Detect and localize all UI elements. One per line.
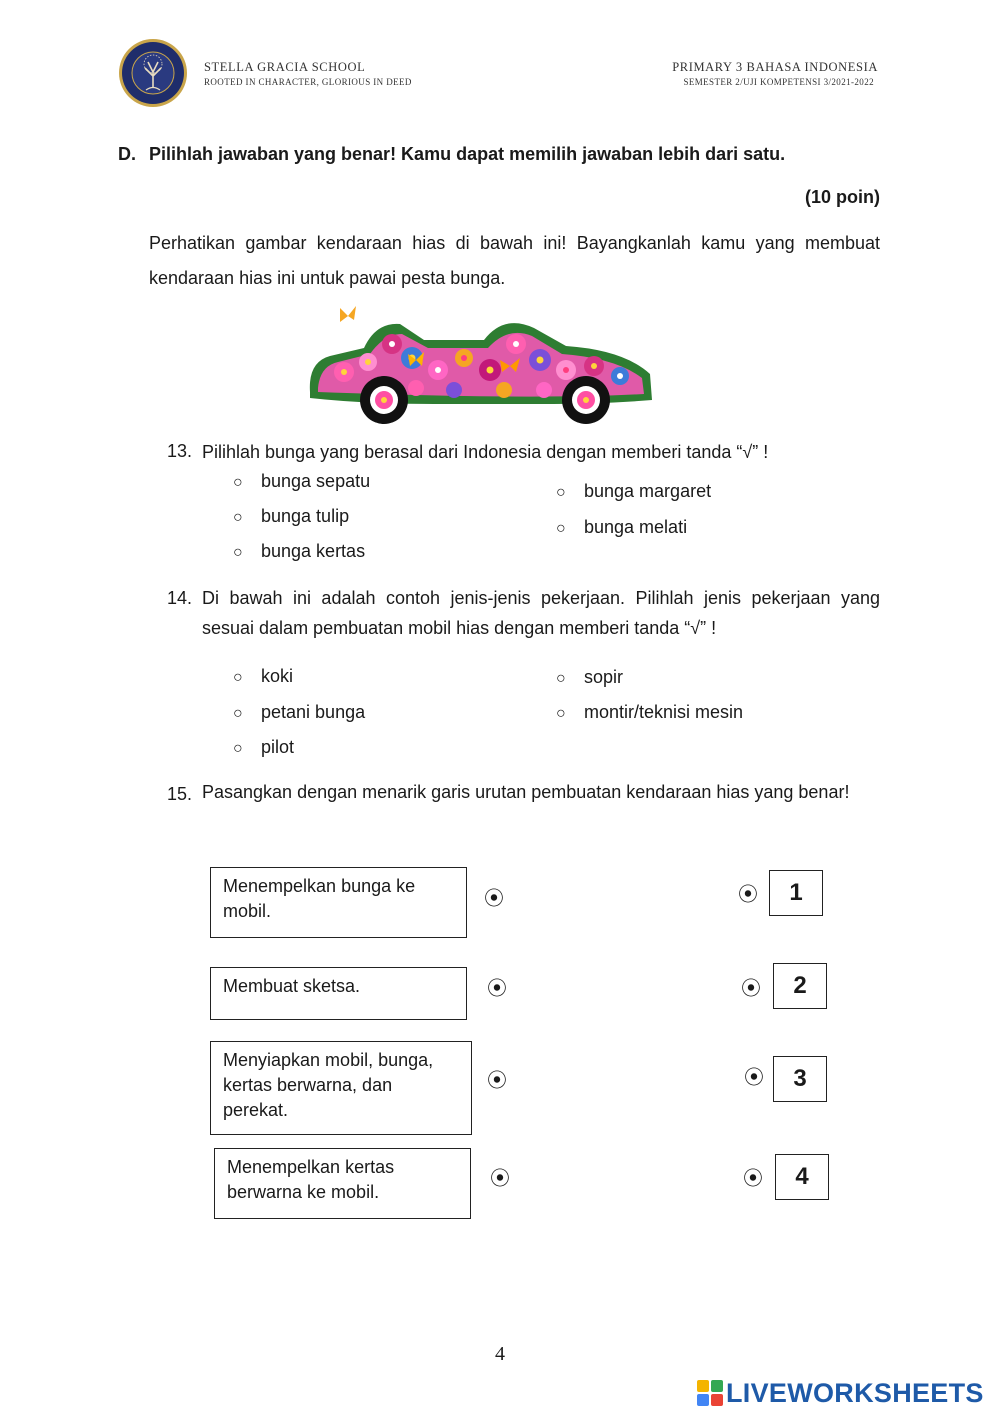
match-left-dot-3[interactable]: ⦿ [487, 1070, 507, 1092]
q13-option-bunga-kertas[interactable]: ○ bunga kertas [233, 541, 366, 561]
match-left-dot-2[interactable]: ⦿ [487, 978, 507, 1000]
match-left-dot-4[interactable]: ⦿ [490, 1168, 510, 1190]
radio-circle-icon[interactable]: ○ [233, 669, 243, 686]
match-number-1: 1 [769, 870, 823, 916]
q14-option-pilot[interactable]: ○ pilot [233, 737, 295, 757]
match-right-dot-2[interactable]: ⦿ [741, 978, 761, 1000]
radio-circle-icon[interactable]: ○ [556, 520, 566, 537]
section-intro: Perhatikan gambar kendaraan hias di bawah ini! Bayangkanlah kamu yang membuat kendaraan hias ini untuk pawai pesta bunga. [149, 233, 880, 288]
section-points: (10 poin) [805, 187, 880, 207]
liveworksheets-text: LIVEWORKSHEETS [726, 1377, 984, 1408]
course-title: PRIMARY 3 BAHASA INDONESIA [672, 60, 878, 74]
q13-text: Pilihlah bunga yang berasal dari Indonesia dengan memberi tanda “√” ! [202, 442, 769, 462]
school-motto: ROOTED IN CHARACTER, GLORIOUS IN DEED [204, 77, 412, 87]
match-step-3: Menyiapkan mobil, bunga, kertas berwarna, dan perekat. [210, 1041, 472, 1135]
q14-text: Di bawah ini adalah contoh jenis-jenis pekerjaan. Pilihlah jenis pekerjaan yang sesuai dalam pembuatan mobil hias dengan memberi tanda “√” ! [202, 588, 880, 638]
liveworksheets-icon [697, 1380, 723, 1406]
section-label: D. [118, 144, 136, 164]
radio-circle-icon[interactable]: ○ [233, 544, 243, 561]
radio-circle-icon[interactable]: ○ [556, 705, 566, 722]
q13-option-bunga-sepatu[interactable]: ○ bunga sepatu [233, 471, 371, 491]
radio-circle-icon[interactable]: ○ [233, 740, 243, 757]
radio-circle-icon[interactable]: ○ [233, 705, 243, 722]
page-number: 4 [495, 1343, 505, 1365]
match-right-dot-1[interactable]: ⦿ [738, 884, 758, 906]
q15-number: 15. [167, 784, 193, 804]
match-left-dot-1[interactable]: ⦿ [484, 888, 504, 910]
radio-circle-icon[interactable]: ○ [556, 484, 566, 501]
flower-car-image [304, 300, 656, 430]
school-name: STELLA GRACIA SCHOOL [204, 60, 366, 74]
match-number-2: 2 [773, 963, 827, 1009]
course-semester: SEMESTER 2/UJI KOMPETENSI 3/2021-2022 [683, 77, 874, 87]
q14-option-koki[interactable]: ○ koki [233, 666, 294, 686]
q14-option-montir[interactable]: ○ montir/teknisi mesin [556, 702, 744, 722]
q15-text: Pasangkan dengan menarik garis urutan pembuatan kendaraan hias yang benar! [202, 782, 850, 802]
radio-circle-icon[interactable]: ○ [556, 670, 566, 687]
match-step-4: Menempelkan kertas berwarna ke mobil. [214, 1148, 471, 1219]
match-step-2: Membuat sketsa. [210, 967, 467, 1020]
liveworksheets-logo [697, 1376, 984, 1410]
match-number-4: 4 [775, 1154, 829, 1200]
match-step-1: Menempelkan bunga ke mobil. [210, 867, 467, 938]
section-title: Pilihlah jawaban yang benar! Kamu dapat memilih jawaban lebih dari satu. [149, 144, 786, 164]
q13-number: 13. [167, 441, 193, 461]
q13-option-bunga-melati[interactable]: ○ bunga melati [556, 517, 688, 537]
school-logo [118, 38, 188, 108]
q13-option-bunga-tulip[interactable]: ○ bunga tulip [233, 506, 350, 526]
radio-circle-icon[interactable]: ○ [233, 509, 243, 526]
match-right-dot-3[interactable]: ⦿ [744, 1067, 764, 1089]
match-right-dot-4[interactable]: ⦿ [743, 1168, 763, 1190]
q13-option-bunga-margaret[interactable]: ○ bunga margaret [556, 481, 712, 501]
q14-option-sopir[interactable]: ○ sopir [556, 667, 624, 687]
radio-circle-icon[interactable]: ○ [233, 474, 243, 491]
match-number-3: 3 [773, 1056, 827, 1102]
q14-number: 14. [167, 588, 193, 608]
q14-option-petani-bunga[interactable]: ○ petani bunga [233, 702, 366, 722]
